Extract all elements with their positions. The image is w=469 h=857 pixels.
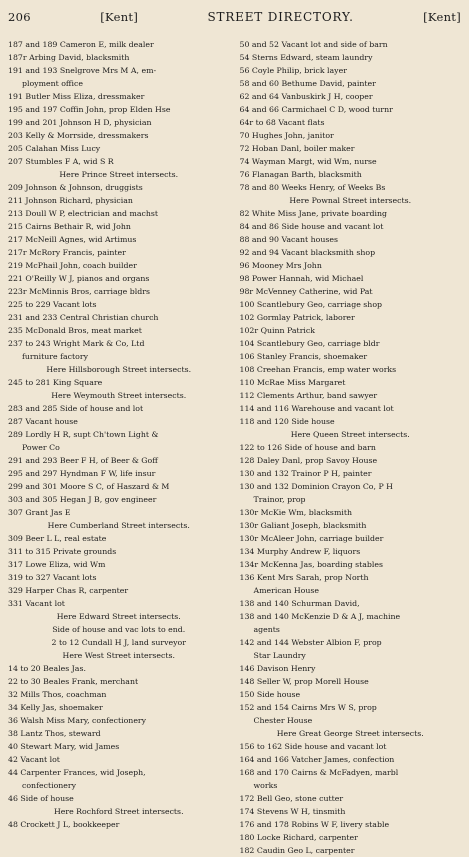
directory-entry: 287 Vacant house [8, 417, 78, 426]
street-intersection-heading: Here Queen Street intersects. [290, 430, 410, 439]
directory-entry: 102 Gormlay Patrick, laborer [239, 313, 355, 322]
directory-entry: 191 Butler Miss Eliza, dressmaker [8, 92, 145, 101]
directory-entry: 331 Vacant lot [8, 599, 65, 608]
right-column [240, 38, 462, 857]
directory-entry: 130 and 132 Trainor P H, painter [239, 469, 372, 478]
directory-entry: 32 Mills Thos, coachman [8, 690, 107, 699]
directory-entry: 205 Calahan Miss Lucy [8, 144, 101, 153]
directory-entry: 199 and 201 Johnson H D, physician [8, 118, 152, 127]
directory-entry: confectionery [22, 781, 77, 790]
directory-entry: 40 Stewart Mary, wid James [8, 742, 120, 751]
directory-entry: 78 and 80 Weeks Henry, of Weeks Bs [239, 183, 386, 192]
directory-entry: 245 to 281 King Square [8, 378, 103, 387]
directory-entry: 92 and 94 Vacant blacksmith shop [239, 248, 376, 257]
directory-entry: 225 to 229 Vacant lots [8, 300, 97, 309]
page-header [8, 10, 461, 32]
directory-entry: 223r McMinnis Bros, carriage bldrs [8, 287, 150, 296]
directory-entry: 164 and 166 Vatcher James, confection [239, 755, 395, 764]
directory-entry: 319 to 327 Vacant lots [8, 573, 97, 582]
page-number: 206 [8, 10, 31, 24]
street-intersection-heading: 2 to 12 Cundall H J, land surveyor [51, 638, 186, 647]
directory-entry: Trainor, prop [253, 495, 306, 504]
directory-entry: 36 Walsh Miss Mary, confectionery [8, 716, 147, 725]
directory-entry: 180 Locke Richard, carpenter [239, 833, 358, 842]
directory-entry: American House [253, 586, 320, 595]
directory-entry: 130 and 132 Dominion Crayon Co, P H [239, 482, 393, 491]
street-intersection-heading: Here Great George Street intersects. [276, 729, 424, 738]
directory-entry: 64 and 66 Carmichael C D, wood turnr [239, 105, 393, 114]
directory-entry: 56 Coyle Philip, brick layer [239, 66, 347, 75]
directory-entry: 84 and 86 Side house and vacant lot [239, 222, 384, 231]
street-intersection-heading: Here Weymouth Street intersects. [51, 391, 187, 400]
directory-entry: 187r Arbing David, blacksmith [8, 53, 130, 62]
directory-entry: 148 Seller W, prop Morell House [239, 677, 369, 686]
directory-entry: 106 Stanley Francis, shoemaker [239, 352, 368, 361]
directory-entry: 138 and 140 McKenzie D & A J, machine [239, 612, 401, 621]
directory-entry: 172 Bell Geo, stone cutter [239, 794, 344, 803]
directory-entry: 136 Kent Mrs Sarah, prop North [239, 573, 369, 582]
directory-entry: agents [253, 625, 280, 634]
directory-entry: 128 Daley Danl, prop Savoy House [239, 456, 378, 465]
directory-entry: furniture factory [22, 352, 88, 361]
directory-entry: 299 and 301 Moore S C, of Haszard & M [8, 482, 170, 491]
directory-entry: 34 Kelly Jas, shoemaker [8, 703, 103, 712]
directory-entry: 213 Doull W P, electrician and machst [8, 209, 159, 218]
directory-entry: 102r Quinn Patrick [239, 326, 316, 335]
directory-entry: 108 Creehan Francis, emp water works [239, 365, 397, 374]
street-intersection-heading: Here Cumberland Street intersects. [47, 521, 190, 530]
directory-entry: 156 to 162 Side house and vacant lot [239, 742, 387, 751]
street-intersection-heading: Here Pownal Street intersects. [289, 196, 412, 205]
directory-entry: 76 Flanagan Barth, blacksmith [239, 170, 362, 179]
directory-entry: 237 to 243 Wright Mark & Co, Ltd [8, 339, 145, 348]
directory-entry: 72 Hoban Danl, boiler maker [239, 144, 355, 153]
directory-entry: 14 to 20 Beales Jas. [8, 664, 86, 673]
directory-entry: Power Co [22, 443, 60, 452]
directory-entry: 50 and 52 Vacant lot and side of barn [239, 40, 388, 49]
directory-entry: 114 and 116 Warehouse and vacant lot [239, 404, 394, 413]
directory-entry: 38 Lantz Thos, steward [8, 729, 101, 738]
directory-entry: 283 and 285 Side of house and lot [8, 404, 144, 413]
directory-entry: 100 Scantlebury Geo, carriage shop [239, 300, 382, 309]
directory-entry: 174 Stevens W H, tinsmith [239, 807, 346, 816]
directory-entry: 215 Cairns Bethair R, wid John [8, 222, 131, 231]
directory-entry: 138 and 140 Schurman David, [239, 599, 360, 608]
directory-entry: 168 and 170 Cairns & McFadyen, marbl [239, 768, 399, 777]
directory-entry: 112 Clements Arthur, band sawyer [239, 391, 378, 400]
street-intersection-heading: Here West Street intersects. [62, 651, 175, 660]
street-intersection-heading: Here Prince Street intersects. [59, 170, 179, 179]
directory-entry: 187 and 189 Cameron E, milk dealer [8, 40, 154, 49]
directory-entry: 291 and 293 Beer F H, of Beer & Goff [8, 456, 158, 465]
directory-entry: 62 and 64 Vanbuskirk J H, cooper [239, 92, 373, 101]
directory-entry: 42 Vacant lot [8, 755, 60, 764]
directory-entry: 54 Sterns Edward, steam laundry [239, 53, 373, 62]
directory-entry: 48 Crockett J L, bookkeeper [8, 820, 120, 829]
directory-entry: 303 and 305 Hegan J B, gov engineer [8, 495, 157, 504]
directory-entry: Chester House [253, 716, 313, 725]
directory-entry: 307 Grant Jas E [8, 508, 71, 517]
directory-entry: 217 McNeill Agnes, wid Artimus [8, 235, 137, 244]
directory-entry: 219 McPhail John, coach builder [8, 261, 137, 270]
directory-entry: 191 and 193 Snelgrove Mrs M A, em- [8, 66, 157, 75]
directory-entry: 98 Power Hannah, wid Michael [239, 274, 364, 283]
directory-entry: 134r McKenna Jas, boarding stables [239, 560, 383, 569]
directory-entry: 209 Johnson & Johnson, druggists [8, 183, 143, 192]
directory-entry: works [253, 781, 278, 790]
street-intersection-heading: Here Edward Street intersects. [56, 612, 181, 621]
directory-entry: 64r to 68 Vacant flats [239, 118, 325, 127]
directory-entry: 217r McRory Francis, painter [8, 248, 126, 257]
directory-entry: 98r McVenney Catherine, wid Pat [239, 287, 373, 296]
directory-entry: 295 and 297 Hyndman F W, life insur [8, 469, 156, 478]
directory-entry: 211 Johnson Richard, physician [8, 196, 133, 205]
directory-entry: 182 Caudin Geo L, carpenter [239, 846, 355, 855]
directory-entry: ployment office [22, 79, 83, 88]
directory-entry: 88 and 90 Vacant houses [239, 235, 339, 244]
directory-entry: 22 to 30 Beales Frank, merchant [8, 677, 139, 686]
directory-entry: 311 to 315 Private grounds [8, 547, 117, 556]
directory-entry: 70 Hughes John, janitor [239, 131, 334, 140]
directory-entry: 82 White Miss Jane, private boarding [239, 209, 388, 218]
directory-entry: 130r McKie Wm, blacksmith [239, 508, 352, 517]
directory-entry: 207 Stumbles F A, wid S R [8, 157, 114, 166]
directory-entry: 152 and 154 Cairns Mrs W S, prop [239, 703, 377, 712]
directory-entry: 289 Lordly H R, supt Ch'town Light & [8, 430, 159, 439]
directory-entry: 96 Mooney Mrs John [239, 261, 322, 270]
directory-entry: 317 Lowe Eliza, wid Wm [8, 560, 106, 569]
directory-entry: 203 Kelly & Morrside, dressmakers [8, 131, 149, 140]
columns [8, 38, 461, 857]
directory-entry: 146 Davison Henry [239, 664, 316, 673]
right-section-tag: [Kent] [423, 10, 461, 24]
directory-entry: 110 McRae Miss Margaret [239, 378, 346, 387]
street-intersection-heading: Here Hillsborough Street intersects. [46, 365, 192, 374]
directory-entry: 118 and 120 Side house [239, 417, 335, 426]
directory-entry: 122 to 126 Side of house and barn [239, 443, 376, 452]
directory-entry: 309 Beer L L, real estate [8, 534, 107, 543]
directory-entry: 46 Side of house [8, 794, 74, 803]
directory-entry: 150 Side house [239, 690, 301, 699]
left-section-tag: [Kent] [100, 10, 139, 24]
street-intersection-heading: Here Rochford Street intersects. [53, 807, 184, 816]
directory-entry: 44 Carpenter Frances, wid Joseph, [8, 768, 146, 777]
directory-entry: 235 McDonald Bros, meat market [8, 326, 142, 335]
directory-entry: 142 and 144 Webster Albion F, prop [239, 638, 382, 647]
directory-entry: 130r Galiant Joseph, blacksmith [239, 521, 367, 530]
directory-entry: 74 Wayman Margt, wid Wm, nurse [239, 157, 377, 166]
street-intersection-heading: Side of house and vac lots to end. [52, 625, 186, 634]
left-column [8, 38, 230, 857]
directory-entry: 130r McAleer John, carriage builder [239, 534, 384, 543]
directory-entry: 221 O'Reilly W J, pianos and organs [8, 274, 150, 283]
page-title: STREET DIRECTORY. [207, 10, 354, 24]
directory-entry: 195 and 197 Coffin John, prop Elden Hse [8, 105, 171, 114]
directory-entry: 58 and 60 Bethume David, painter [239, 79, 376, 88]
directory-entry: 231 and 233 Central Christian church [8, 313, 159, 322]
directory-entry: 176 and 178 Robins W F, livery stable [239, 820, 390, 829]
directory-entry: Star Laundry [253, 651, 306, 660]
directory-entry: 134 Murphy Andrew F, liquors [239, 547, 361, 556]
directory-entry: 104 Scantlebury Geo, carriage bldr [239, 339, 380, 348]
directory-entry: 329 Harper Chas R, carpenter [8, 586, 129, 595]
